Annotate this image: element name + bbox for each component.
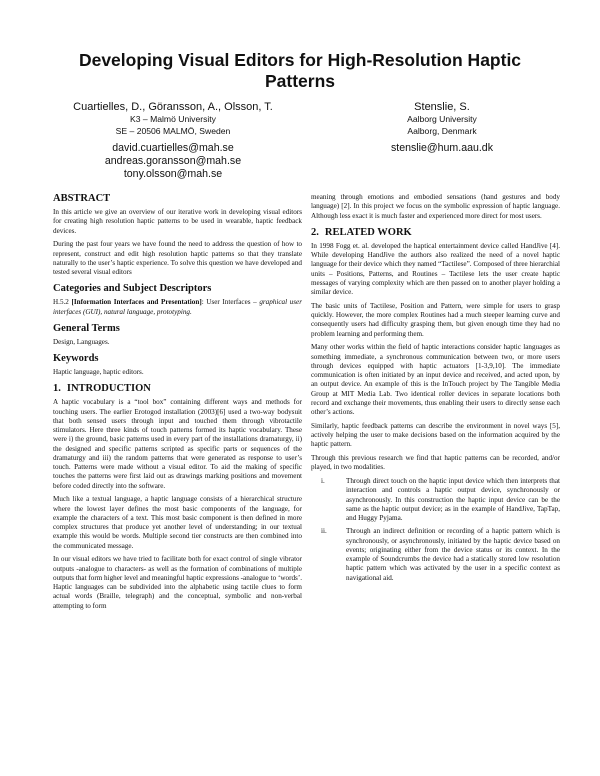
author-names: Cuartielles, D., Göransson, A., Olsson, T. [73, 101, 273, 113]
list-marker: i. [321, 477, 325, 485]
keywords-heading: Keywords [53, 353, 99, 364]
categories-heading: Categories and Subject Descriptors [53, 283, 212, 295]
affiliation-line-2: SE – 20506 MALMÖ, Sweden [115, 125, 231, 136]
list-item-text: Through direct touch on the haptic input device which then interprets that interaction and controls a haptic output device, synchronously or asynchronously. In this construction the haptic input device can be the same as the haptic output device; as in the example of HandJive, TapTap, and Huggy Pyjama. [346, 477, 560, 522]
list-marker: ii. [321, 527, 327, 536]
related-work-heading [311, 227, 560, 239]
categories-code: H.5.2 [53, 298, 69, 307]
categories-italic: graphical user interfaces (GUI), natural language, prototyping. [53, 298, 302, 316]
body-paragraph: Through this previous research we find that haptic patterns can be recorded, and/or played, in two modalities. [311, 454, 560, 472]
section-title: RELATED WORK [324, 226, 412, 238]
body-paragraph: meaning through emotions and embodied sensations (hand gestures and body language) [2]. In this project we focus on the symbolic expression of haptic language. Although less exact it is much faster and experienced more direct for most users. [311, 193, 560, 220]
abstract-paragraph: During the past four years we have found the need to address the question of how to represent, construct and edit high resolution haptic patterns so that they translate naturally to the user’s haptic experience. To solve this question we have developed and tested several visual editors [53, 240, 302, 276]
affiliation-line-1: K3 – Malmö University [130, 114, 216, 124]
list-item [311, 527, 560, 583]
general-terms-text: Design, Languages. [53, 337, 110, 346]
section-number: 2. [311, 226, 319, 238]
right-column [311, 193, 560, 587]
body-paragraph: Similarly, haptic feedback patterns can describe the environment in novel ways [5], actively helping the user to make decisions based on the information acquired by the haptic pattern. [311, 421, 560, 449]
intro-paragraph: A haptic vocabulary is a “tool box” containing different ways and methods for touching users. The earlier Erotogod installation (2003)[6] used a two-way bodysuit that both sensed users through input and touched them through vibrotactile stimulators. Here three kinds of touch patterns formed its haptic vocabulary. These were i) the ground, basic patterns used in every part of the installations dramaturgy, ii) the designed and specific patterns scripted as specific parts or sequences of the dramaturgy and iii) the random patterns that were generated as response to user’s touch. Patterns were made without a visual editor. To aid the making of specific touches the patterns were first laid out as drawings marking positions and movement before coded directly into the software. [53, 398, 302, 490]
title-line-1: Developing Visual Editors for High-Resolution Haptic [78, 50, 522, 70]
keywords-text: Haptic language, haptic editors. [53, 368, 144, 376]
author-email: andreas.goransson@mah.se [104, 155, 242, 167]
modalities-list [311, 477, 560, 583]
author-email: david.cuartielles@mah.se [112, 142, 234, 154]
body-paragraph: In 1998 Fogg et. al. developed the haptical entertainment device called HandJive [4]. While developing HandJive the authors also realized the need of a novel haptic language for their device which they named “Tactilese”. Composed of three hierarchial units – Positions, Patterns, and Routines – Tactilese lets the user create haptic messages of varying complexity which are then passed on to another player holding a similar device. [311, 241, 560, 296]
paper-title [40, 50, 560, 92]
abstract-paragraph: In this article we give an overview of our iterative work in developing visual editors for creating high resolution haptic patterns to be used in wearable, haptic feedback devices. [53, 208, 302, 235]
body-paragraph: Many other works within the field of haptic interactions consider haptic languages as something immediate, a synchronous communication between two, or more users through devices equipped with haptic actuators [1-3,9,10]. The immediate communication is often initiated by an input device and received, and acted upon, by an output device. An example of this is the InTouch project by The Tangible Media Group at MIT Media Lab. Two identical roller devices in separate locations both record and exchange their movements, thus enabling their users to directly sense each other’s actions. [311, 343, 560, 416]
author-email: tony.olsson@mah.se [123, 168, 223, 180]
intro-paragraph: In our visual editors we have tried to facilitate both for exact control of single vibrator outputs -analogue to characters- as well as the formation of combinations of multiple outputs that form higher level and meaningful haptic expressions -analogue to ‘words’. Haptic languages can be subdivided into the alphabetic using tactile clues to form actual words (Braille, telegraph) and the conceptual, symbolic and non-verbal attempting to form [53, 555, 302, 610]
section-title: INTRODUCTION [66, 383, 151, 395]
categories-rest: : User Interfaces – [201, 298, 257, 307]
affiliation-line-1: Aalborg University [407, 114, 477, 124]
author-email: stenslie@hum.aau.dk [390, 142, 494, 154]
title-line-2: Patterns [264, 71, 336, 91]
section-number: 1. [53, 383, 61, 395]
categories-text [53, 298, 302, 317]
affiliation-line-2: Aalborg, Denmark [407, 125, 477, 136]
abstract-heading: ABSTRACT [53, 193, 111, 204]
authors-right [342, 100, 542, 155]
general-terms-heading: General Terms [53, 322, 120, 334]
author-name: Stenslie, S. [414, 101, 470, 113]
categories-bold: [Information Interfaces and Presentation] [71, 298, 202, 307]
left-column [53, 193, 302, 615]
list-item [311, 477, 560, 523]
intro-paragraph: Much like a textual language, a haptic language consists of a hierarchical structure where the lowest layer defines the most basic components of the language, for example the characters of a text. This most basic component is then defined in more complex structures that produce yet another level of understanding; in our textual example this would be words. Multiple second tier constructs are then combined into the communicated message. [53, 495, 302, 550]
list-item-text: Through an indirect definition or recording of a haptic pattern which is synchronously, or asynchronously, initiated by the haptic device based on events; originating either from the device status or its context. In the example of Soundcrumbs the device had a statically stored low resolution haptic pattern which was activated by the user in a specific context as navigational aid. [346, 527, 560, 582]
authors-left [40, 100, 306, 181]
introduction-heading [53, 383, 302, 395]
body-paragraph: The basic units of Tactilese, Position and Pattern, were simple for users to grasp quickly. However, the more complex Routines had a much steeper learning curve and consequently users had difficulty grasping them, but given enough time they had no problem learning and performing them. [311, 301, 560, 338]
